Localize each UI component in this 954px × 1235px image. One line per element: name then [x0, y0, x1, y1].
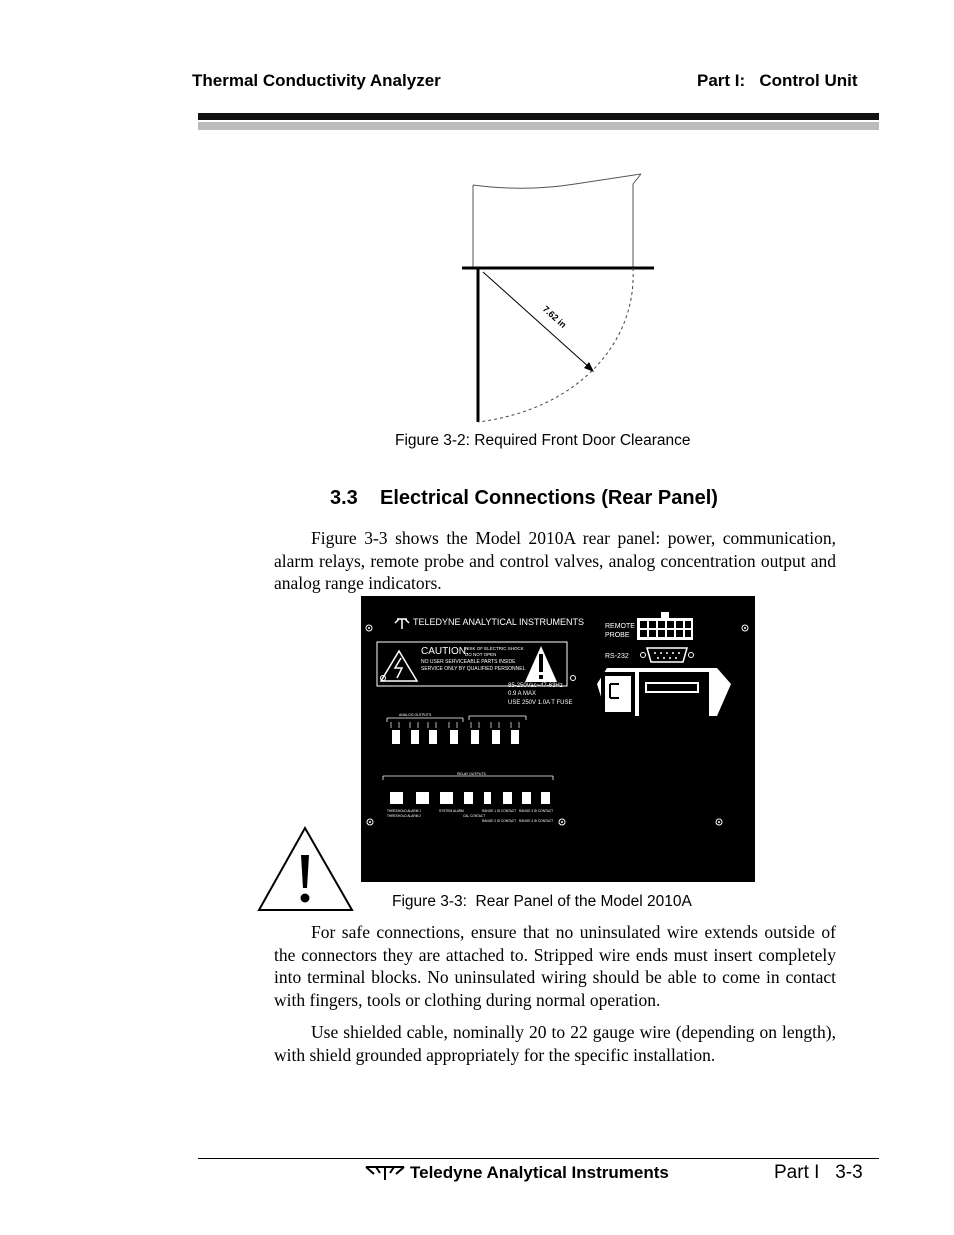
- figure-3-2-caption: Figure 3-2: Required Front Door Clearance: [395, 432, 691, 449]
- footer-brand: Teledyne Analytical Instruments: [410, 1163, 669, 1182]
- rs232-label: RS-232: [605, 653, 629, 660]
- relay-label-2: THRESHOLD ALARM 2: [387, 814, 422, 818]
- header-rule-shadow: [198, 122, 879, 130]
- caution-line-4: SERVICE ONLY BY QUALIFIED PERSONNEL: [421, 666, 526, 672]
- caution-line-1: RISK OF ELECTRIC SHOCK: [465, 646, 524, 651]
- relay-outputs-label: RELAY OUTPUTS: [457, 772, 486, 776]
- safety-warning-icon: [256, 825, 356, 913]
- teledyne-logo-icon: [362, 1160, 408, 1182]
- relay-terminal-blocks: [390, 792, 550, 804]
- caution-line-3: NO USER SERVICEABLE PARTS INSIDE: [421, 659, 516, 665]
- relay-label-1: THRESHOLD ALARM 1: [387, 809, 422, 813]
- shock-warning-icon: [381, 651, 417, 681]
- probe-label: PROBE: [605, 632, 630, 639]
- rear-panel-drawing: [361, 596, 755, 882]
- power-rating-line-1: 85-250Vac~47-63Hz: [508, 683, 563, 689]
- caution-line-2: DO NOT OPEN: [465, 652, 497, 657]
- relay-label-6: RANGE 2 ID CONTACT: [482, 819, 517, 823]
- analog-outputs-label: ANALOG OUTPUTS: [399, 713, 432, 717]
- paragraph-3: Use shielded cable, nominally 20 to 22 gauge wire (depending on length), with shield grounded appropriately for the specific installation.: [274, 1022, 836, 1065]
- header-rule: [198, 113, 879, 120]
- rs232-connector: [647, 648, 687, 662]
- rear-panel-figure: [361, 596, 755, 882]
- relay-label-7: RANGE 3 ID CONTACT: [519, 809, 554, 813]
- paragraph-2: For safe connections, ensure that no uninsulated wire extends outside of the connectors they are attached to. Stripped wire ends must insert completely into terminal blocks. No uninsulated wiring should be able to come in contact with fingers, tools or clothing during normal operation.: [274, 922, 836, 1010]
- footer-rule: [198, 1158, 879, 1159]
- teledyne-logo-icon: [395, 619, 409, 629]
- power-rating-line-3: USE 250V 1.0A T FUSE: [508, 700, 573, 706]
- figure-3-3-caption: Figure 3-3: Rear Panel of the Model 2010A: [392, 893, 692, 910]
- caution-title: CAUTION:: [421, 646, 469, 657]
- relay-label-5: RANGE 1 ID CONTACT: [482, 809, 517, 813]
- section-heading: 3.3 Electrical Connections (Rear Panel): [330, 487, 718, 509]
- power-rating-line-2: 0.9 A MAX: [508, 691, 537, 697]
- paragraph-1: Figure 3-3 shows the Model 2010A rear panel: power, communication, alarm relays, remote probe and control valves, analog concentration output and analog range indicators.: [274, 528, 836, 593]
- running-header-title: Thermal Conductivity Analyzer: [192, 71, 441, 90]
- relay-label-3: SYSTEM ALARM: [439, 809, 464, 813]
- front-door-clearance-diagram: [455, 170, 665, 430]
- relay-label-4: CAL CONTACT: [463, 814, 486, 818]
- panel-brand: TELEDYNE ANALYTICAL INSTRUMENTS: [413, 617, 585, 627]
- running-header-part: Part I: Control Unit: [697, 71, 858, 90]
- clearance-dimension-label: 7.62 in: [540, 303, 569, 330]
- relay-label-8: RANGE 4 ID CONTACT: [519, 819, 554, 823]
- analog-terminal-blocks: [392, 730, 519, 744]
- footer-page-number: Part I 3-3: [774, 1162, 863, 1183]
- remote-label: REMOTE: [605, 623, 635, 630]
